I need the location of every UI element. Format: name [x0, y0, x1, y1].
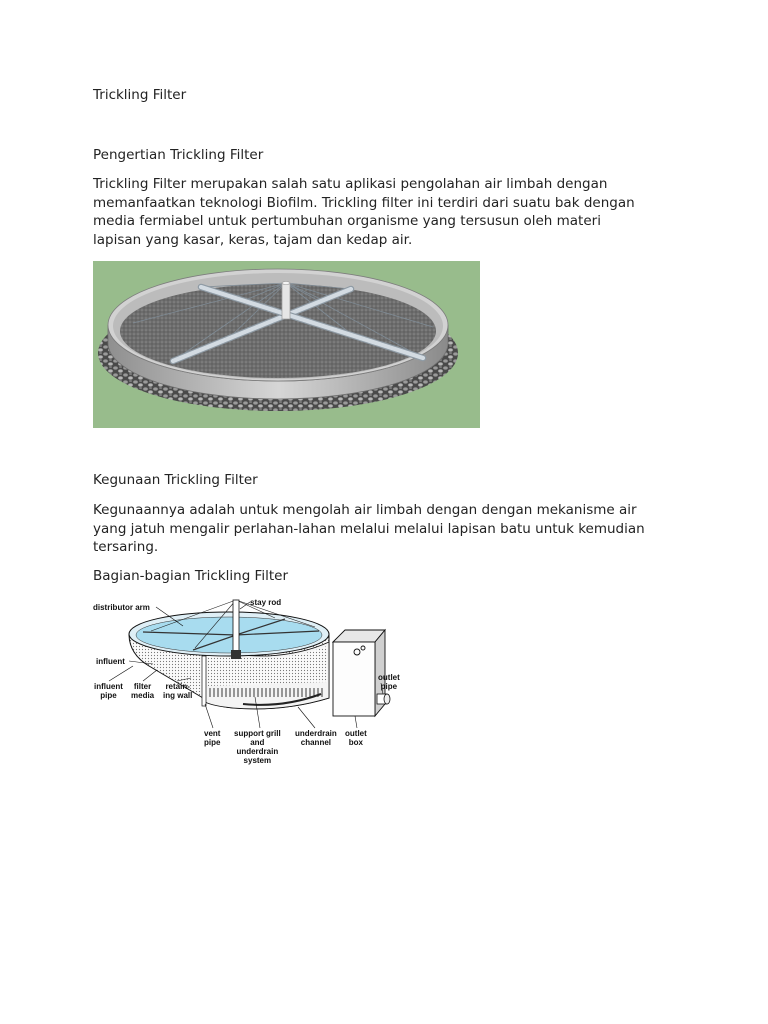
label-underdrain-channel: underdrain channel [295, 729, 337, 747]
label-outlet-pipe: outlet pipe [378, 673, 400, 691]
paragraph-line: Trickling Filter merupakan salah satu aplikasi pengolahan air limbah dengan [93, 176, 608, 192]
label-vent-pipe: vent pipe [204, 729, 221, 747]
label-influent: influent [96, 657, 125, 666]
vent-pipe [202, 656, 206, 706]
document-title: Trickling Filter [93, 87, 187, 103]
paragraph-line: yang jatuh mengalir perlahan-lahan melalui melalui lapisan batu untuk kemudian [93, 520, 645, 537]
label-influent-pipe: influent pipe [94, 682, 123, 700]
paragraph-line: media fermiabel untuk pertumbuhan organisme yang tersusun oleh materi [93, 213, 601, 229]
center-column [233, 600, 239, 654]
paragraph-line: Kegunaannya adalah untuk mengolah air limbah dengan dengan mekanisme air [93, 502, 637, 518]
center-column [282, 282, 290, 320]
paragraph-line: memanfaatkan teknologi Biofilm. Trickling filter ini terdiri dari suatu bak dengan [93, 194, 635, 211]
trickling-filter-diagram [93, 594, 408, 768]
label-distributor-arm: distributor arm [93, 603, 150, 612]
outlet-pipe [377, 694, 390, 704]
heading-pengertian: Pengertian Trickling Filter [93, 147, 264, 163]
label-filter-media: filter media [131, 682, 155, 700]
label-outlet-box: outlet box [345, 729, 367, 747]
support-grill [209, 688, 325, 697]
trickling-filter-photo [93, 261, 480, 428]
gravel-surface [120, 284, 436, 378]
paragraph-line: lapisan yang kasar, keras, tajam dan kedap air. [93, 231, 413, 248]
paragraph-line: tersaring. [93, 539, 159, 555]
label-stay-rod: stay rod [250, 598, 282, 607]
paragraph-kegunaan [93, 501, 645, 557]
influent-junction [231, 650, 241, 659]
paragraph-pengertian [93, 175, 635, 249]
heading-bagian-bagian: Bagian-bagian Trickling Filter [93, 568, 288, 584]
heading-kegunaan: Kegunaan Trickling Filter [93, 472, 258, 488]
label-retaining-wall: retain- ing wall [163, 682, 193, 700]
label-support-grill: support grill and underdrain system [234, 729, 281, 765]
